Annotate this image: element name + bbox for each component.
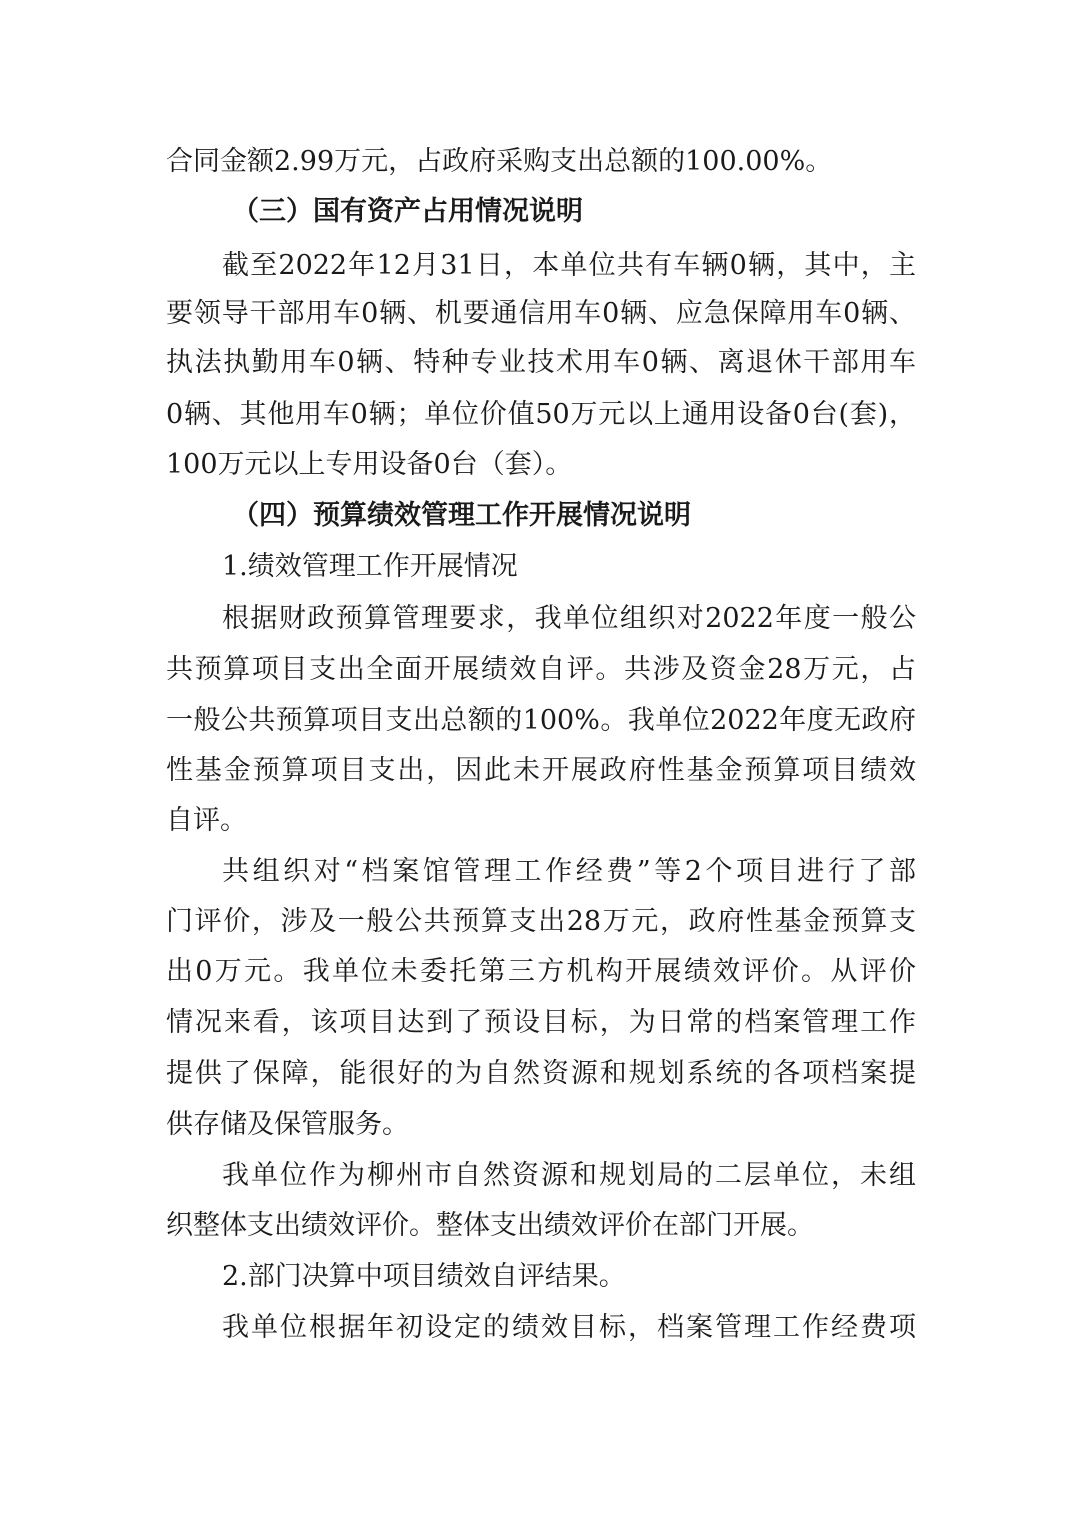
paragraph-line: 门评价，涉及一般公共预算支出28万元，政府性基金预算支 <box>166 906 916 937</box>
paragraph-line: 出0万元。我单位未委托第三方机构开展绩效评价。从评价 <box>166 956 916 987</box>
paragraph-line: 截至2022年12月31日，本单位共有车辆0辆，其中，主 <box>222 250 916 281</box>
paragraph-line: 合同金额2.99万元，占政府采购支出总额的100.00%。 <box>166 146 833 177</box>
paragraph-line: 共组织对“档案馆管理工作经费”等2个项目进行了部 <box>222 856 916 887</box>
paragraph-line: 织整体支出绩效评价。整体支出绩效评价在部门开展。 <box>166 1210 814 1241</box>
paragraph-line: 自评。 <box>166 805 247 836</box>
paragraph-line: 我单位作为柳州市自然资源和规划局的二层单位，未组 <box>222 1160 916 1191</box>
paragraph-line: 情况来看，该项目达到了预设目标，为日常的档案管理工作 <box>166 1007 916 1038</box>
paragraph-line: 要领导干部用车0辆、机要通信用车0辆、应急保障用车0辆、 <box>166 298 916 329</box>
paragraph-line: 性基金预算项目支出，因此未开展政府性基金预算项目绩效 <box>166 755 916 786</box>
paragraph-line: 我单位根据年初设定的绩效目标，档案管理工作经费项 <box>222 1312 916 1343</box>
paragraph-line: 0辆、其他用车0辆；单位价值50万元以上通用设备0台(套)， <box>166 399 916 430</box>
paragraph-line: 供存储及保管服务。 <box>166 1109 409 1140</box>
paragraph-line: 执法执勤用车0辆、特种专业技术用车0辆、离退休干部用车 <box>166 347 916 378</box>
paragraph-line: 提供了保障，能很好的为自然资源和规划系统的各项档案提 <box>166 1058 916 1089</box>
paragraph-line: 根据财政预算管理要求，我单位组织对2022年度一般公 <box>222 603 916 634</box>
paragraph-line: 一般公共预算项目支出总额的100%。我单位2022年度无政府 <box>166 705 916 736</box>
paragraph-line: 共预算项目支出全面开展绩效自评。共涉及资金28万元，占 <box>166 654 916 685</box>
paragraph-line: 100万元以上专用设备0台（套）。 <box>166 449 573 480</box>
section-heading-3: （三）国有资产占用情况说明 <box>232 196 583 227</box>
section-heading-4: （四）预算绩效管理工作开展情况说明 <box>232 500 691 531</box>
subsection-heading: 1.绩效管理工作开展情况 <box>222 551 518 582</box>
subsection-heading: 2.部门决算中项目绩效自评结果。 <box>222 1261 626 1292</box>
